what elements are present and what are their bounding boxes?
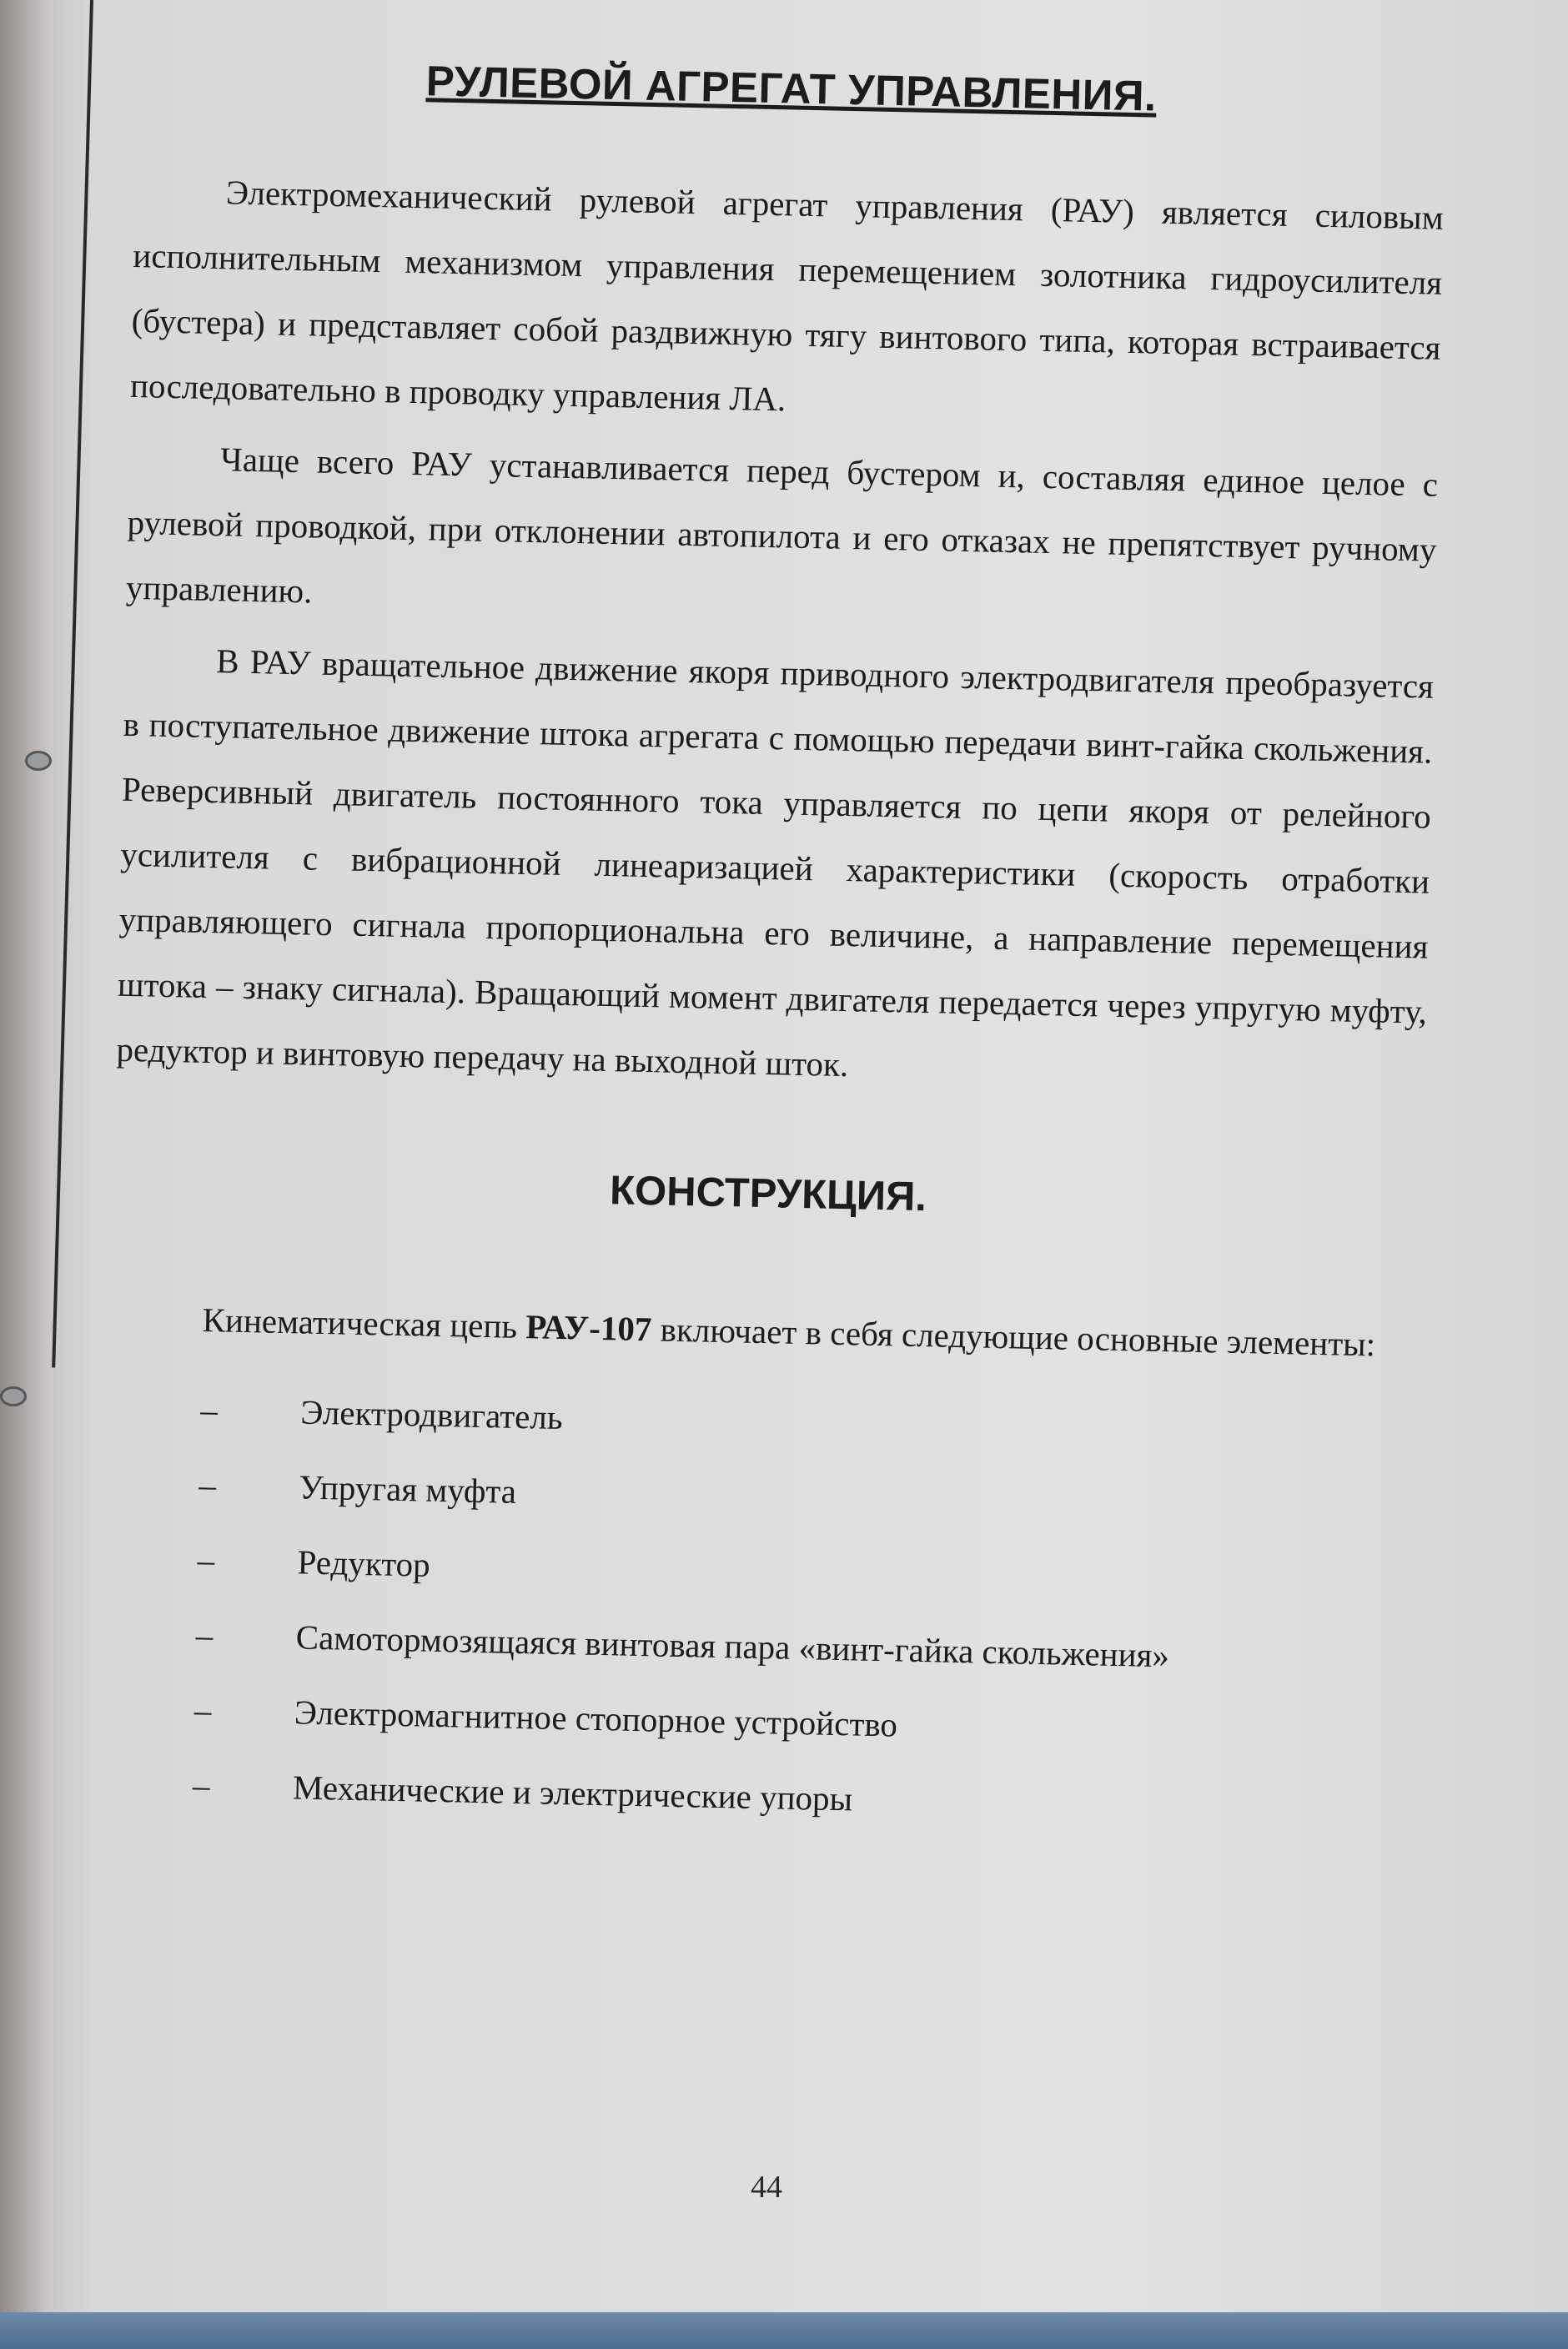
page-content xyxy=(100,33,1447,1848)
intro-bold-text: РАУ-107 xyxy=(525,1307,652,1349)
list-item-text: Редуктор xyxy=(297,1542,431,1584)
binder-ring-icon xyxy=(0,1386,27,1406)
intro-text: Кинематическая цепь xyxy=(202,1300,526,1346)
dash-marker: – xyxy=(195,1615,214,1655)
dash-marker: – xyxy=(199,1390,219,1430)
list-item-text: Самотормозящаяся винтовая пара «винт-гайка скольжения» xyxy=(295,1617,1170,1675)
section-title: КОНСТРУКЦИЯ. xyxy=(609,1168,927,1220)
binder-ring-icon xyxy=(25,751,52,771)
list-item-text: Электромагнитное стопорное устройство xyxy=(294,1693,898,1744)
elements-list xyxy=(100,1371,1419,1849)
dash-marker: – xyxy=(192,1765,211,1805)
intro-paragraph xyxy=(110,1287,1420,1376)
dash-marker: – xyxy=(193,1690,212,1730)
list-item-text: Механические и электрические упоры xyxy=(292,1768,853,1818)
list-item-text: Электродвигатель xyxy=(299,1392,564,1437)
dash-marker: – xyxy=(199,1465,217,1505)
page-title: РУЛЕВОЙ АГРЕГАТ УПРАВЛЕНИЯ. xyxy=(425,57,1158,120)
dash-marker: – xyxy=(197,1540,215,1580)
paragraph: Электромеханический рулевой агрегат управления (РАУ) является силовым исполнительным механизмом управления перемещением золотника гидроусилителя (бустера) и представляет собой раздвижную тягу винтового типа, которая встраивается последовательно в проводку управления ЛА. xyxy=(129,173,1445,419)
list-item-text: Упругая муфта xyxy=(299,1467,517,1511)
page-number: 44 xyxy=(751,2170,782,2205)
binding-line xyxy=(52,0,93,1367)
paragraph: В РАУ вращательное движение якоря приводного электродвигателя преобразуется в поступательное движение штока агрегата с помощью передачи винт-гайка скольжения. Реверсивный двигатель постоянного тока управляется по цепи якоря от релейного усилителя с вибрационной линеаризацией характеристики (скорость отработки управляющего сигнала пропорциональна его величине, а направление перемещения штока – знаку сигнала). Вращающий момент двигателя передается через упругую муфту, редуктор и винтовую передачу на выходной шток. xyxy=(116,641,1435,1084)
intro-text: включает в себя следующие основные элементы: xyxy=(651,1310,1376,1364)
page-bottom-edge xyxy=(0,2312,1568,2349)
paragraph: Чаще всего РАУ устанавливается перед бустером и, составляя единое целое с рулевой проводкой, при отклонении автопилота и его отказах не препятствует ручному управлению. xyxy=(125,440,1439,611)
